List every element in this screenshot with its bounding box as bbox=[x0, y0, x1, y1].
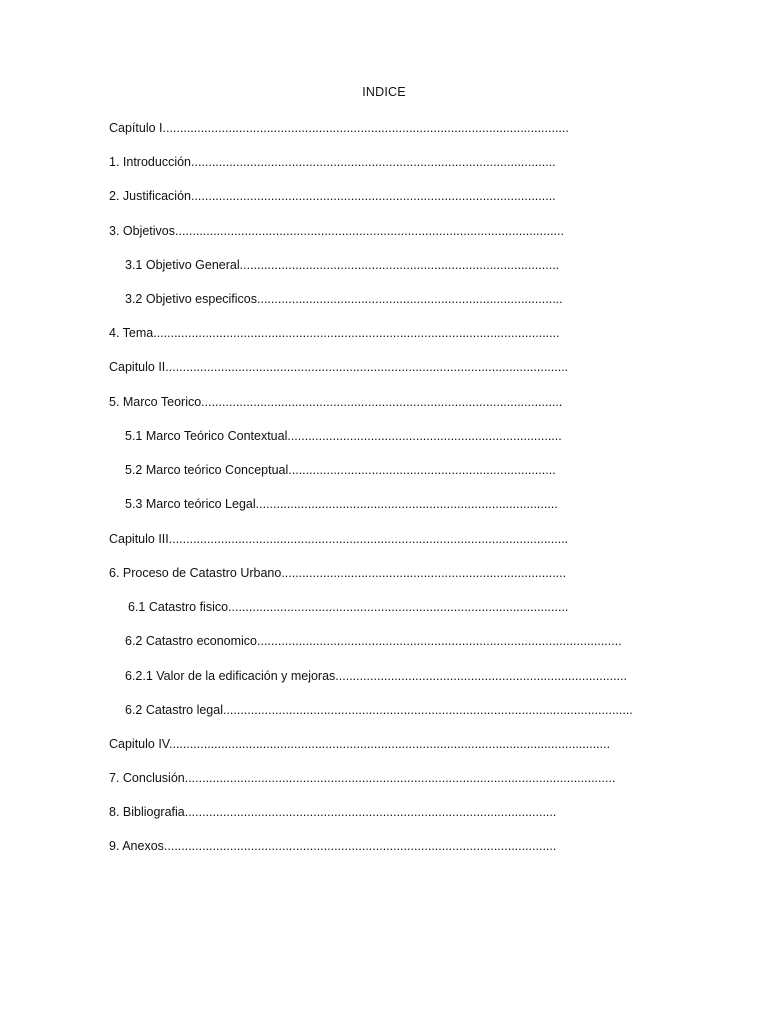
toc-entry-capitulo-2: Capitulo II.................................................................................................................... bbox=[109, 360, 569, 374]
toc-entry-proceso-catastro: 6. Proceso de Catastro Urbano.................................................................................. bbox=[109, 566, 567, 580]
toc-entry-objetivos: 3. Objetivos................................................................................................................ bbox=[109, 224, 564, 238]
toc-entry-capitulo-3: Capitulo III................................................................................................................... bbox=[109, 532, 569, 546]
toc-entry-bibliografia: 8. Bibliografia........................................................................................................... bbox=[109, 805, 557, 819]
toc-entry-catastro-legal: 6.2 Catastro legal...................................................................................................................... bbox=[125, 703, 633, 717]
toc-entry-catastro-fisico: 6.1 Catastro fisico.................................................................................................. bbox=[128, 600, 569, 614]
toc-entry-catastro-economico: 6.2 Catastro economico......................................................................................................... bbox=[125, 634, 622, 648]
toc-entry-introduccion: 1. Introducción......................................................................................................... bbox=[109, 155, 556, 169]
toc-entry-justificacion: 2. Justificación......................................................................................................... bbox=[109, 189, 556, 203]
toc-entry-capitulo-1: Capítulo I..................................................................................................................... bbox=[109, 121, 569, 135]
toc-entry-marco-teorico: 5. Marco Teorico........................................................................................................ bbox=[109, 395, 563, 409]
toc-entry-capitulo-4: Capitulo IV............................................................................................................................... bbox=[109, 737, 611, 751]
toc-entry-objetivo-general: 3.1 Objetivo General............................................................................................ bbox=[125, 258, 560, 272]
toc-entry-marco-legal: 5.3 Marco teórico Legal....................................................................................... bbox=[125, 497, 558, 511]
toc-entry-marco-contextual: 5.1 Marco Teórico Contextual............................................................................... bbox=[125, 429, 562, 443]
toc-entry-tema: 4. Tema..................................................................................................................... bbox=[109, 326, 560, 340]
toc-entry-valor-edificacion: 6.2.1 Valor de la edificación y mejoras.................................................................................... bbox=[125, 669, 628, 683]
toc-entry-anexos: 9. Anexos................................................................................................................. bbox=[109, 839, 557, 853]
toc-entry-marco-conceptual: 5.2 Marco teórico Conceptual............................................................................. bbox=[125, 463, 556, 477]
toc-entry-objetivo-especificos: 3.2 Objetivo especificos........................................................................................ bbox=[125, 292, 563, 306]
index-title: INDICE bbox=[362, 85, 406, 99]
toc-entry-conclusion: 7. Conclusión............................................................................................................................ bbox=[109, 771, 616, 785]
